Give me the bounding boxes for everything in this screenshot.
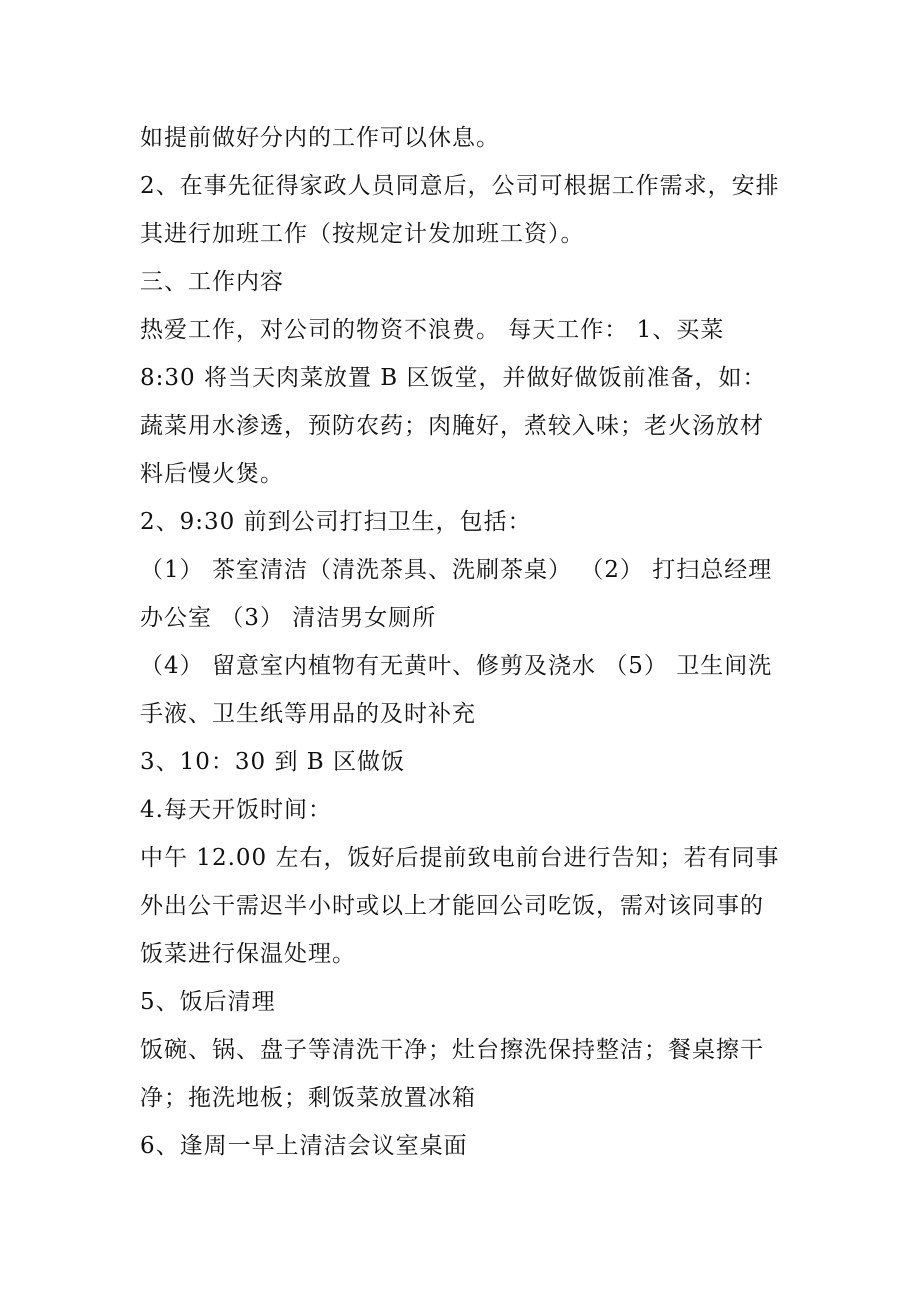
paragraph-cleaning: 2、9:30 前到公司打扫卫生，包括： <box>140 509 532 535</box>
paragraph-buy-food: 8:30 将当天肉菜放置 B 区饭堂，并做好做饭前准备，如：蔬菜用水渗透，预防农药；肉腌好，煮较入味；老火汤放材料后慢火煲。 <box>140 365 767 487</box>
paragraph-rest-note: 如提前做好分内的工作可以休息。 <box>140 125 500 151</box>
paragraph-cleaning-items-2: （4） 留意室内植物有无黄叶、修剪及浇水 （5） 卫生间洗手液、卫生纸等用品的及时补充 <box>140 653 773 727</box>
paragraph-meal-time-heading: 4.每天开饭时间： <box>140 797 332 823</box>
paragraph-cleaning-items-1: （1） 茶室清洁（清洗茶具、洗刷茶桌） （2） 打扫总经理办公室 （3） 清洁男女厕所 <box>140 557 773 631</box>
paragraph-meal-time: 中午 12.00 左右，饭好后提前致电前台进行告知；若有同事外出公干需迟半小时或以上才能回公司吃饭，需对该同事的饭菜进行保温处理。 <box>140 845 780 967</box>
paragraph-after-meal-heading: 5、饭后清理 <box>140 989 276 1015</box>
paragraph-monday-cleaning: 6、逢周一早上清洁会议室桌面 <box>140 1133 468 1159</box>
paragraph-daily-work: 热爱工作，对公司的物资不浪费。 每天工作： 1、买菜 <box>140 317 725 343</box>
document-body <box>140 114 785 1170</box>
section-heading-work-content: 三、工作内容 <box>140 269 284 295</box>
paragraph-cooking: 3、10：30 到 B 区做饭 <box>140 749 406 775</box>
paragraph-after-meal: 饭碗、锅、盘子等清洗干净；灶台擦洗保持整洁；餐桌擦干净；拖洗地板；剩饭菜放置冰箱 <box>140 1037 764 1111</box>
paragraph-overtime: 2、在事先征得家政人员同意后，公司可根据工作需求，安排其进行加班工作（按规定计发加班工资）。 <box>140 173 780 247</box>
